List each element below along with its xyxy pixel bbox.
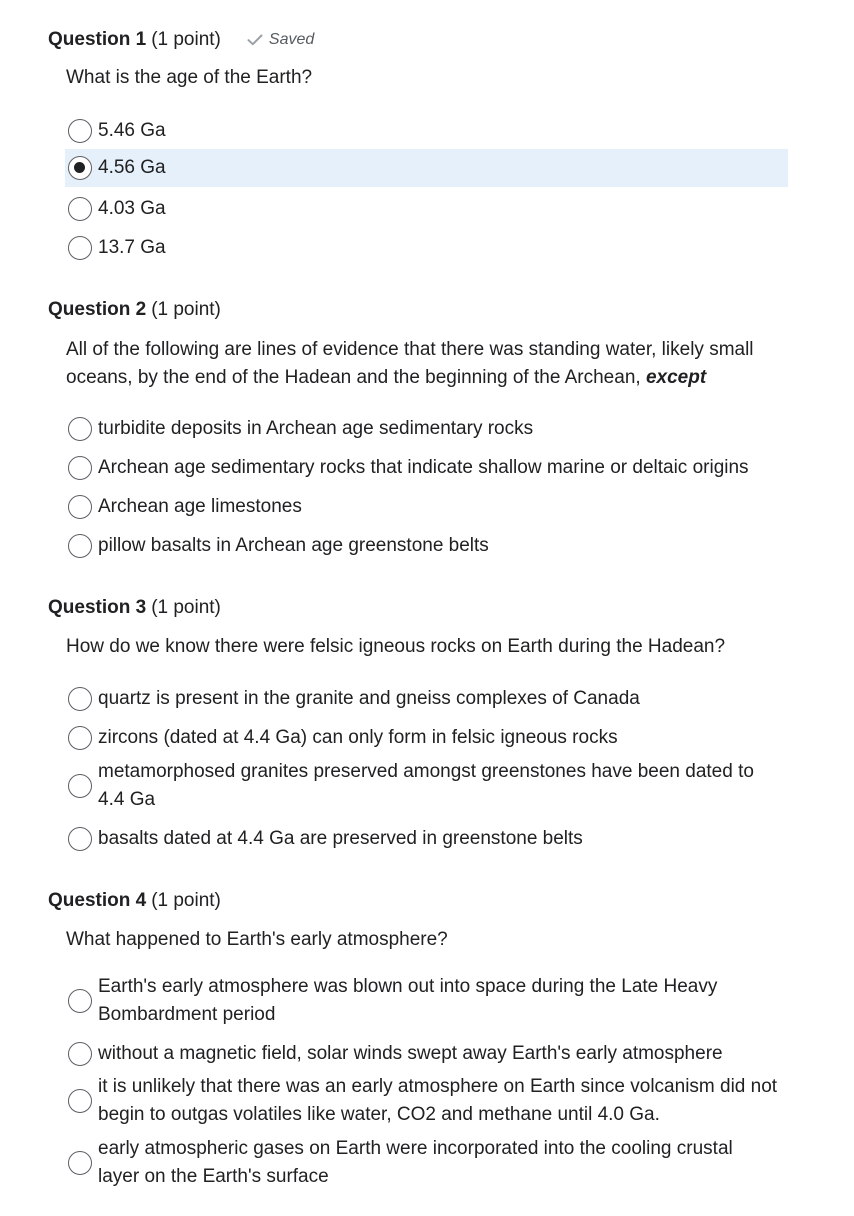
choice-label: 13.7 Ga [98,237,166,258]
question-points: (1 point) [151,29,221,50]
q3-choice-4[interactable] [65,821,788,857]
radio-button-selected[interactable] [68,156,92,180]
radio-button[interactable] [68,774,92,798]
q1-choice-4[interactable] [65,230,788,266]
question-1-header [48,27,314,53]
q1-choice-2[interactable] [65,149,788,187]
q2-choice-3[interactable] [65,489,788,525]
radio-button[interactable] [68,417,92,441]
q2-choice-2[interactable] [65,450,788,486]
choice-label: zircons (dated at 4.4 Ga) can only form in felsic igneous rocks [98,727,618,748]
question-emphasis: except [645,367,707,388]
radio-button[interactable] [68,456,92,480]
choice-label: Archean age sedimentary rocks that indicate shallow marine or deltaic origins [98,457,749,478]
choice-label: metamorphosed granites preserved amongst greenstones have been dated to 4.4 Ga [98,761,754,810]
q4-choice-1[interactable] [65,972,788,1030]
question-title: Question 1 [48,29,147,50]
question-points: (1 point) [151,299,221,320]
question-1-text: What is the age of the Earth? [66,67,313,88]
radio-button[interactable] [68,534,92,558]
radio-button[interactable] [68,1089,92,1113]
q4-choice-4[interactable] [65,1134,788,1192]
choice-label: turbidite deposits in Archean age sedimentary rocks [98,418,534,439]
radio-button[interactable] [68,197,92,221]
q3-choice-1[interactable] [65,681,788,717]
question-title: Question 2 [48,299,147,320]
saved-label: Saved [268,31,315,48]
radio-button[interactable] [68,236,92,260]
q1-choice-3[interactable] [65,191,788,227]
choice-label: Archean age limestones [98,496,302,517]
checkmark-icon [247,34,263,46]
choice-label: without a magnetic field, solar winds swept away Earth's early atmosphere [98,1043,723,1064]
choice-label: pillow basalts in Archean age greenstone belts [98,535,489,556]
q2-choice-4[interactable] [65,528,788,564]
question-2-text [66,336,786,392]
q1-choice-1[interactable] [65,113,788,149]
radio-button[interactable] [68,119,92,143]
question-title: Question 4 [48,890,147,911]
q3-choice-3[interactable] [65,757,788,815]
choice-label: 5.46 Ga [98,120,166,141]
choice-label: early atmospheric gases on Earth were incorporated into the cooling crustal layer on the Earth's surface [98,1138,733,1187]
question-3-header [48,595,221,621]
question-4-text: What happened to Earth's early atmosphere? [66,929,448,950]
radio-button[interactable] [68,989,92,1013]
choice-label: quartz is present in the granite and gneiss complexes of Canada [98,688,640,709]
radio-button[interactable] [68,687,92,711]
choice-label: it is unlikely that there was an early atmosphere on Earth since volcanism did not begin to outgas volatiles like water, CO2 and methane until 4.0 Ga. [98,1076,778,1125]
q4-choice-2[interactable] [65,1036,788,1072]
radio-button[interactable] [68,495,92,519]
question-4-header [48,888,221,914]
choice-label: basalts dated at 4.4 Ga are preserved in greenstone belts [98,828,583,849]
choice-label: Earth's early atmosphere was blown out into space during the Late Heavy Bombardment period [98,976,718,1025]
saved-status [247,31,314,49]
choice-label: 4.03 Ga [98,198,166,219]
q3-choice-2[interactable] [65,720,788,756]
radio-button[interactable] [68,1151,92,1175]
radio-button[interactable] [68,726,92,750]
question-points: (1 point) [151,890,221,911]
question-text: All of the following are lines of evidence that there was standing water, likely small oceans, by the end of the Hadean and the beginning of the Archean, [66,339,754,388]
radio-button[interactable] [68,1042,92,1066]
question-points: (1 point) [151,597,221,618]
question-2-header [48,297,221,323]
radio-button[interactable] [68,827,92,851]
question-3-text: How do we know there were felsic igneous rocks on Earth during the Hadean? [66,636,726,657]
choice-label: 4.56 Ga [98,157,166,178]
q2-choice-1[interactable] [65,411,788,447]
q4-choice-3[interactable] [65,1072,788,1130]
question-title: Question 3 [48,597,147,618]
